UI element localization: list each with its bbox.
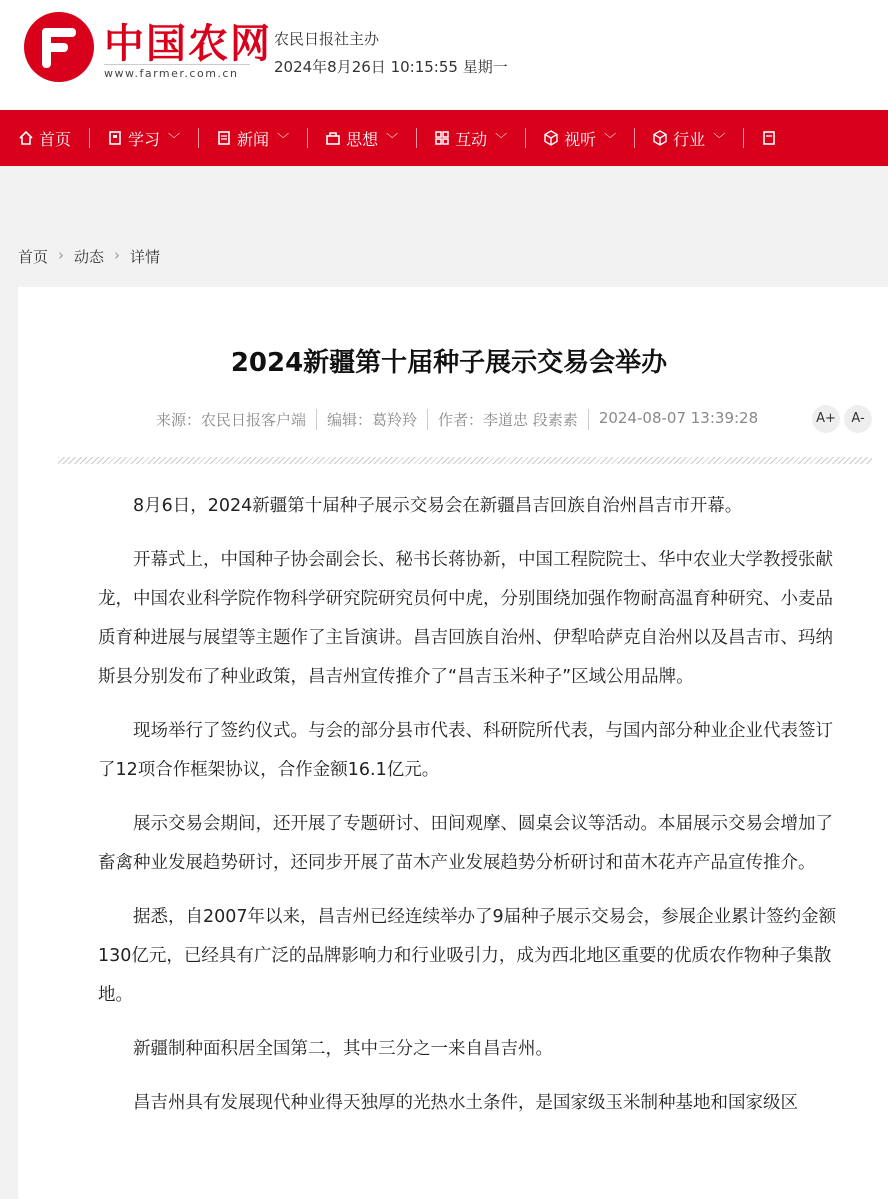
article-paragraph: 昌吉州具有发展现代种业得天独厚的光热水土条件，是国家级玉米制种基地和国家级区 [133, 1093, 798, 1113]
font-decrease-button[interactable]: A- [844, 405, 872, 433]
nav-item-industry[interactable] [634, 110, 743, 166]
nav-item-more[interactable] [743, 110, 800, 166]
nav-item-thought[interactable] [307, 110, 416, 166]
logo-icon[interactable] [24, 12, 94, 82]
nav-label: 思想 [346, 129, 379, 149]
chevron-down-icon: ﹀ [495, 131, 508, 146]
interact-icon [434, 130, 450, 146]
divider [58, 457, 872, 464]
article-body [98, 487, 838, 1138]
sponsor-text: 农民日报社主办 [274, 30, 380, 48]
nav-item-study[interactable] [89, 110, 198, 166]
chevron-down-icon: ﹀ [386, 131, 399, 146]
nav-item-news[interactable] [198, 110, 307, 166]
header-info [274, 25, 508, 81]
article-paragraph: 新疆制种面积居全国第二，其中三分之一来自昌吉州。 [133, 1039, 553, 1059]
site-header [0, 0, 888, 110]
article-paragraph: 8月6日，2024新疆第十届种子展示交易会在新疆昌吉回族自治州昌吉市开幕。 [133, 496, 743, 516]
news-icon [761, 130, 777, 146]
nav-label: 视听 [564, 129, 597, 149]
chevron-right-icon: › [58, 246, 65, 264]
thought-icon [325, 130, 341, 146]
media-icon [543, 130, 559, 146]
article-paragraph: 展示交易会期间，还开展了专题研讨、田间观摩、圆桌会议等活动。本届展示交易会增加了畜禽种业发展趋势研讨，还同步开展了苗木产业发展趋势分析研讨和苗木花卉产品宣传推介。 [98, 814, 833, 873]
article-editor: 编辑：葛羚羚 [316, 409, 427, 430]
header-datetime: 2024年8月26日 10:15:55 星期一 [274, 58, 508, 76]
article-meta [156, 409, 768, 430]
nav-label: 首页 [39, 129, 72, 149]
main-nav [0, 110, 888, 166]
chevron-down-icon: ﹀ [604, 131, 617, 146]
nav-item-home[interactable] [0, 110, 89, 166]
chevron-down-icon: ﹀ [713, 131, 726, 146]
article-source: 来源：农民日报客户端 [156, 411, 307, 429]
breadcrumb [18, 246, 160, 267]
chevron-down-icon: ﹀ [277, 131, 290, 146]
font-increase-button[interactable]: A+ [812, 405, 840, 433]
book-icon [107, 130, 123, 146]
article-paragraph: 开幕式上，中国种子协会副会长、秘书长蒋协新，中国工程院院士、华中农业大学教授张献龙，中国农业科学院作物科学研究院研究员何中虎，分别围绕加强作物耐高温育种研究、小麦品质育种进展与展望等主题作了主旨演讲。昌吉回族自治州、伊犁哈萨克自治州以及昌吉市、玛纳斯县分别发布了种业政策，昌吉州宣传推介了“昌吉玉米种子”区域公用品牌。 [98, 550, 833, 687]
logo-text[interactable]: 中国农网 [104, 20, 272, 67]
nav-item-media[interactable] [525, 110, 634, 166]
nav-label: 学习 [128, 129, 161, 149]
nav-label: 行业 [673, 129, 706, 149]
breadcrumb-section[interactable]: 动态 [74, 248, 105, 266]
article-paragraph: 据悉，自2007年以来，昌吉州已经连续举办了9届种子展示交易会，参展企业累计签约金额130亿元，已经具有广泛的品牌影响力和行业吸引力，成为西北地区重要的优质农作物种子集散地。 [98, 907, 837, 1005]
article-title: 2024新疆第十届种子展示交易会举办 [230, 348, 668, 378]
article-date: 2024-08-07 13:39:28 [588, 409, 768, 430]
article-card [18, 287, 888, 1199]
logo-url: www.farmer.com.cn [104, 64, 250, 80]
home-icon [18, 130, 34, 146]
chevron-right-icon: › [114, 246, 121, 264]
nav-item-interact[interactable] [416, 110, 525, 166]
nav-label: 互动 [455, 129, 488, 149]
news-icon [216, 130, 232, 146]
article-paragraph: 现场举行了签约仪式。与会的部分县市代表、科研院所代表，与国内部分种业企业代表签订了12项合作框架协议，合作金额16.1亿元。 [98, 721, 833, 780]
breadcrumb-current: 详情 [130, 248, 161, 266]
chevron-down-icon: ﹀ [168, 131, 181, 146]
industry-icon [652, 130, 668, 146]
article-author: 作者：李道忠 段素素 [427, 409, 588, 430]
breadcrumb-home[interactable]: 首页 [18, 248, 49, 266]
nav-label: 新闻 [237, 129, 270, 149]
